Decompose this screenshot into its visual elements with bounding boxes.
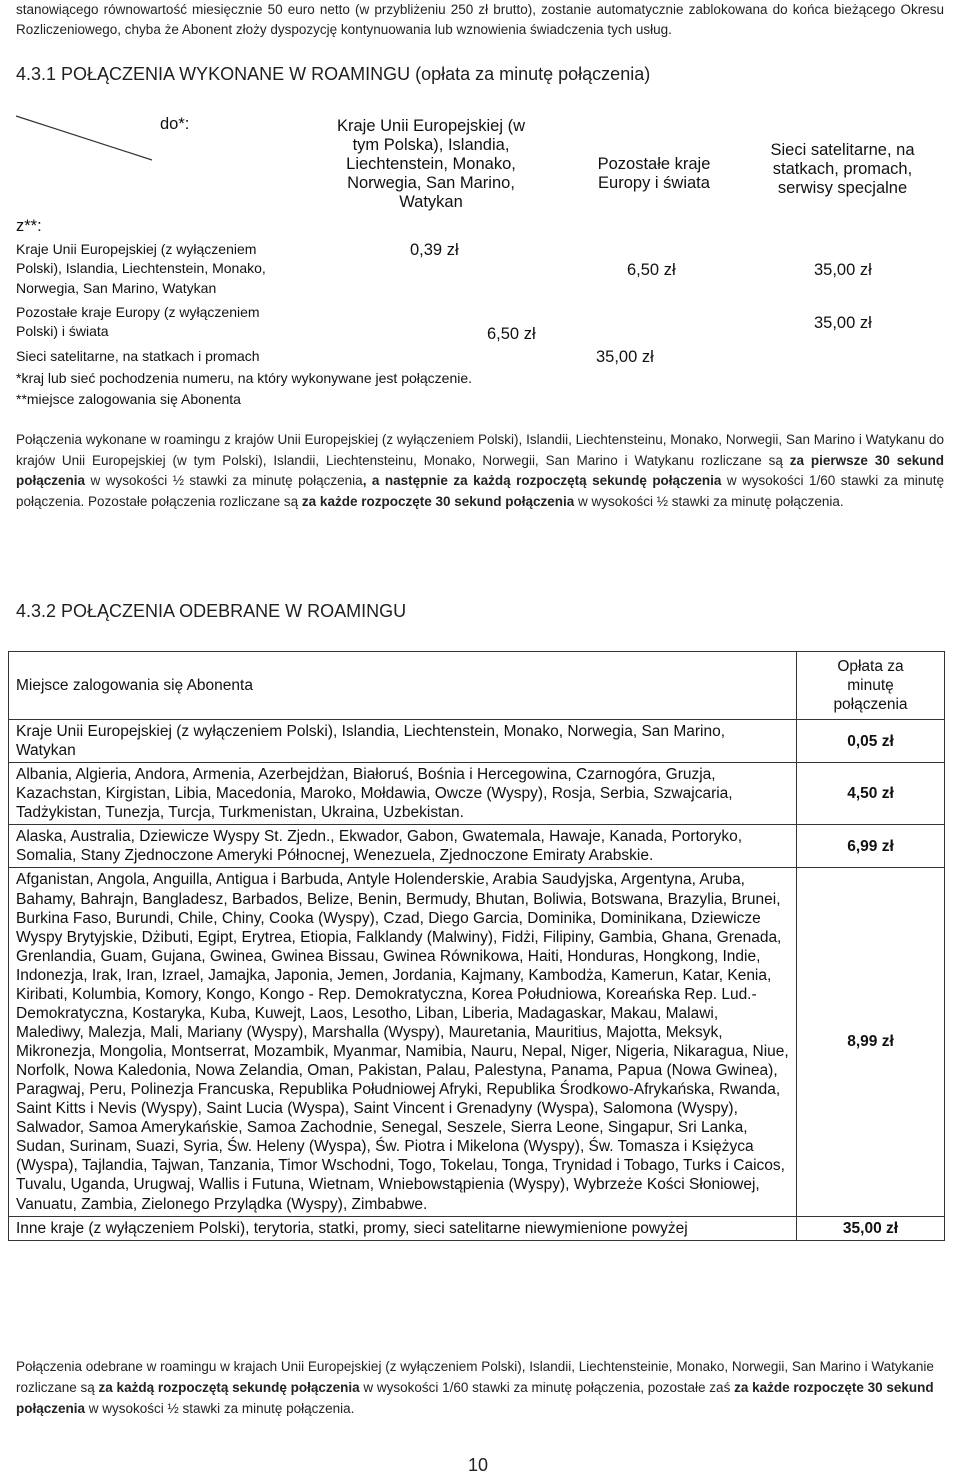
table-header-row — [9, 652, 945, 720]
row-price: 0,05 zł — [797, 720, 945, 763]
section1-paragraph: Połączenia wykonane w roamingu z krajów Unii Europejskiej (z wyłączeniem Polski), Islandii, Liechtensteinu, Monako, Norwegii, San Marino i Watykanu do krajów Unii Europejskiej (w tym Polski), Islandii, Liechtensteinu, Monako, Norwegii, San Marino i Watykanu rozliczane są za pierwsze 30 sekund połączenia w wysokości ½ stawki za minutę połączenia, a następnie za każdą rozpoczętą sekundę połączenia w wysokości 1/60 stawki za minutę połączenia. Pozostałe połączenia rozliczane są za każde rozpoczęte 30 sekund połączenia w wysokości ½ stawki za minutę połączenia. — [16, 432, 944, 509]
row-place: Alaska, Australia, Dziewicze Wyspy St. Zjedn., Ekwador, Gabon, Gwatemala, Hawaje, Kanada, Portoryko, Somalia, Stany Zjednoczone Ameryki Północnej, Wenezuela, Zjednoczone Emiraty Arabskie. — [9, 825, 797, 868]
row-label-other: Pozostałe kraje Europy (z wyłączeniem Polski) i świata — [16, 304, 260, 340]
value-other-eu: 6,50 zł — [487, 325, 536, 343]
section-heading-4-3-2: 4.3.2 POŁĄCZENIA ODEBRANE W ROAMINGU — [16, 601, 407, 621]
page-number: 10 — [468, 1455, 489, 1475]
roaming-incoming-table — [8, 651, 945, 1241]
value-eu-other: 6,50 zł — [627, 261, 676, 279]
value-eu-satellite: 35,00 zł — [814, 261, 872, 279]
col-header-eu: Kraje Unii Europejskiej (w tym Polska), Islandia, Liechtenstein, Monako, Norwegia, San Marino, Watykan — [337, 117, 525, 211]
table-row — [9, 825, 945, 868]
row-price: 8,99 zł — [797, 868, 945, 1216]
footnote-from: **miejsce zalogowania się Abonenta — [16, 391, 241, 407]
section2-paragraph: Połączenia odebrane w roamingu w krajach Unii Europejskiej (z wyłączeniem Polski), Islandii, Liechtensteinie, Monako, Norwegii, San Marino i Watykanie rozliczane są za każdą rozpoczętą sekundę połączenia w wysokości 1/60 stawki za minutę połączenia, pozostałe zaś za każde rozpoczęte 30 sekund połączenia w wysokości ½ stawki za minutę połączenia. — [16, 1359, 934, 1416]
table-row — [9, 763, 945, 825]
row-place: Kraje Unii Europejskiej (z wyłączeniem Polski), Islandia, Liechtenstein, Monako, Norwegia, San Marino, Watykan — [9, 720, 797, 763]
value-eu-eu: 0,39 zł — [410, 241, 459, 259]
corner-from-label: z**: — [16, 217, 42, 235]
section-heading-4-3-1: 4.3.1 POŁĄCZENIA WYKONANE W ROAMINGU (opłata za minutę połączenia) — [16, 64, 651, 84]
col-header-fee: Opłata za minutę połączenia — [797, 652, 945, 720]
col-header-satellite: Sieci satelitarne, na statkach, promach, serwisy specjalne — [770, 141, 915, 197]
footnote-to: *kraj lub sieć pochodzenia numeru, na który wykonywane jest połączenie. — [16, 370, 473, 386]
row-place: Inne kraje (z wyłączeniem Polski), terytoria, statki, promy, sieci satelitarne niewymienione powyżej — [9, 1216, 797, 1240]
value-other-satellite: 35,00 zł — [814, 314, 872, 332]
table-row — [9, 720, 945, 763]
top-paragraph: stanowiącego równowartość miesięcznie 50 euro netto (w przybliżeniu 250 zł brutto), zostanie automatycznie zablokowana do końca bieżącego Okresu Rozliczeniowego, chyba że Abonent złoży dyspozycję kontynuowania lub wznowienia świadczenia tych usług. — [16, 2, 944, 38]
row-place: Afganistan, Angola, Anguilla, Antigua i Barbuda, Antyle Holenderskie, Arabia Saudyjska, Argentyna, Aruba, Bahamy, Bahrajn, Bangladesz, Barbados, Belize, Benin, Bermudy, Bhutan, Boliwia, Botswana, Brazylia, Brunei, Burkina Faso, Burundi, Chile, Chiny, Cooka (Wyspy), Czad, Diego Garcia, Dominika, Dominikana, Dziewicze Wyspy Brytyjskie, Dżibuti, Egipt, Erytrea, Etiopia, Falklandy (Malwiny), Fidżi, Filipiny, Gambia, Ghana, Grenada, Grenlandia, Guam, Gujana, Gwinea, Gwinea Bissau, Gwinea Równikowa, Haiti, Honduras, Hongkong, Indie, Indonezja, Irak, Iran, Izrael, Jamajka, Japonia, Jemen, Jordania, Kajmany, Kambodża, Kamerun, Katar, Kenia, Kiribati, Kolumbia, Komory, Kongo, Kongo - Rep. Demokratyczna, Korea Południowa, Koreańska Rep. Lud.-Demokratyczna, Kostaryka, Kuba, Kuwejt, Laos, Lesotho, Liban, Liberia, Madagaskar, Makau, Malawi, Malediwy, Malezja, Mali, Mariany (Wyspy), Marshalla (Wyspy), Mauretania, Mauritius, Majotta, Meksyk, Mikronezja, Mongolia, Montserrat, Mozambik, Myanmar, Namibia, Nauru, Nepal, Niger, Nigeria, Nikaragua, Niue, Norfolk, Nowa Kaledonia, Nowa Zelandia, Oman, Pakistan, Palau, Palestyna, Panama, Papua (Nowa Gwinea), Paragwaj, Peru, Polinezja Francuska, Republika Południowej Afryki, Republika Środkowo-Afrykańska, Rwanda, Saint Kitts i Nevis (Wyspy), Saint Lucia (Wyspa), Saint Vincent i Grenadyny (Wyspa), Salomona (Wyspy), Salwador, Samoa Amerykańskie, Samoa Zachodnie, Senegal, Seszele, Sierra Leone, Singapur, Sri Lanka, Sudan, Surinam, Suazi, Syria, Św. Heleny (Wyspa), Św. Piotra i Mikelona (Wyspy), Św. Tomasza i Księżyca (Wyspa), Tajlandia, Tajwan, Tanzania, Timor Wschodni, Togo, Tokelau, Tonga, Trynidad i Tobago, Turks i Caicos, Tuvalu, Uganda, Urugwaj, Wallis i Futuna, Wietnam, Wniebowstąpienia (Wyspy), Wybrzeże Kości Słoniowej, Vanuatu, Zambia, Zielonego Przylądka (Wyspy), Zimbabwe. — [9, 868, 797, 1216]
row-price: 35,00 zł — [797, 1216, 945, 1240]
col-header-other: Pozostałe kraje Europy i świata — [597, 155, 711, 192]
corner-to-label: do*: — [160, 115, 190, 133]
table-row — [9, 868, 945, 1216]
row-label-satellite: Sieci satelitarne, na statkach i promach — [16, 348, 260, 364]
row-price: 4,50 zł — [797, 763, 945, 825]
row-place: Albania, Algieria, Andora, Armenia, Azerbejdżan, Białoruś, Bośnia i Hercegowina, Czarnogóra, Gruzja, Kazachstan, Kirgistan, Libia, Macedonia, Maroko, Mołdawia, Owcze (Wyspy), Rosja, Serbia, Szwajcaria, Tadżykistan, Tunezja, Turcja, Turkmenistan, Ukraina, Uzbekistan. — [9, 763, 797, 825]
value-satellite: 35,00 zł — [596, 348, 654, 366]
table-row — [9, 1216, 945, 1240]
col-header-place: Miejsce zalogowania się Abonenta — [9, 652, 797, 720]
row-price: 6,99 zł — [797, 825, 945, 868]
row-label-eu: Kraje Unii Europejskiej (z wyłączeniem Polski), Islandia, Liechtenstein, Monako, Norwegia, San Marino, Watykan — [16, 241, 266, 296]
